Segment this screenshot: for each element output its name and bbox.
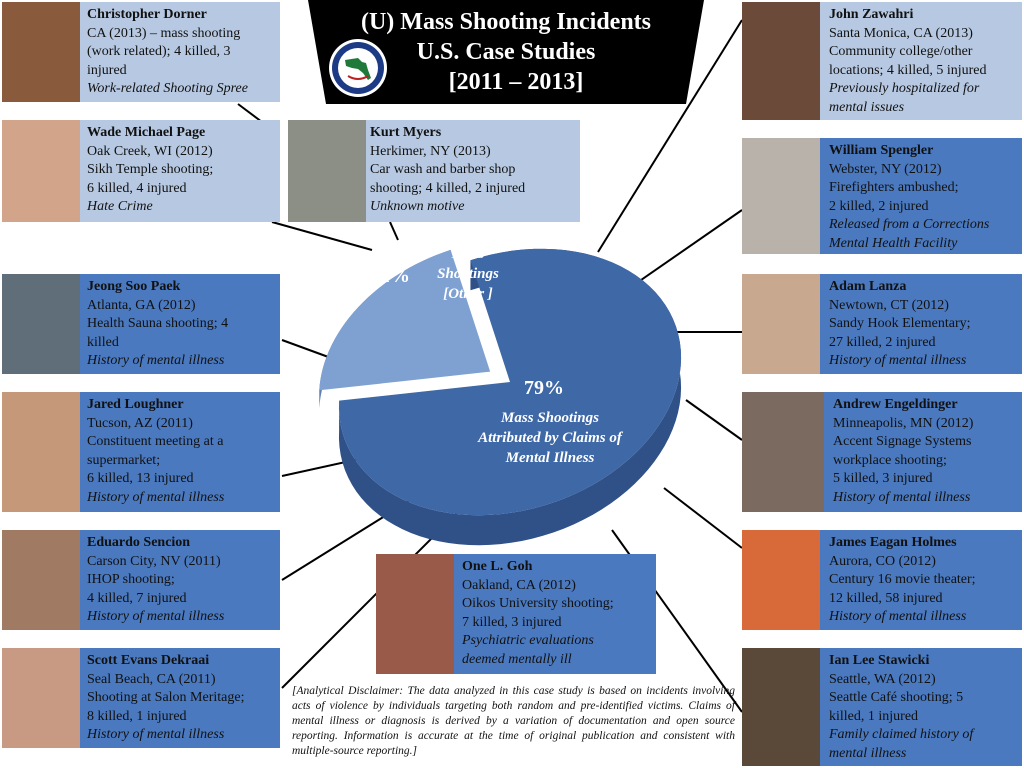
case-name: William Spengler <box>829 143 934 158</box>
case-name: James Eagan Holmes <box>829 535 957 550</box>
case-note: mental illness <box>829 745 907 761</box>
case-detail: Community college/other <box>829 44 973 59</box>
case-detail: Herkimer, NY (2013) <box>370 143 491 159</box>
case-detail: Atlanta, GA (2012) <box>87 297 196 313</box>
title-line-1: (U) Mass Shooting Incidents <box>360 9 652 35</box>
connector-line <box>664 488 742 548</box>
case-detail: Seattle, WA (2012) <box>829 671 936 687</box>
case-detail: 27 killed, 2 injured <box>829 334 936 350</box>
portrait-photo <box>376 554 454 674</box>
case-detail: 6 killed, 13 injured <box>87 471 194 486</box>
portrait-photo <box>2 648 80 748</box>
portrait-photo <box>742 274 820 374</box>
case-card-james-eagan-holmes <box>742 530 1022 630</box>
case-detail: IHOP shooting; <box>87 572 175 587</box>
pie-slice-label-main: Mass Shootings <box>501 410 599 426</box>
case-detail: supermarket; <box>87 452 161 468</box>
case-note: History of mental illness <box>87 353 225 368</box>
case-note: Previously hospitalized for <box>829 81 980 96</box>
portrait-photo <box>2 120 80 222</box>
case-note: History of mental illness <box>87 609 225 624</box>
case-card-christopher-dorner <box>2 2 280 102</box>
portrait-photo <box>2 392 80 512</box>
portrait-photo <box>2 530 80 630</box>
case-note: Hate Crime <box>87 199 153 214</box>
case-name: Eduardo Sencion <box>87 535 191 550</box>
case-card-william-spengler <box>742 138 1022 254</box>
connector-line <box>390 222 398 240</box>
case-detail: killed, 1 injured <box>829 708 919 724</box>
portrait-photo <box>742 648 820 766</box>
case-detail: Oikos University shooting; <box>462 596 614 611</box>
title-line-3: [2011 – 2013] <box>448 69 584 95</box>
case-detail: Webster, NY (2012) <box>829 161 942 177</box>
connector-line <box>272 222 372 250</box>
case-detail: injured <box>87 62 127 78</box>
case-detail: Aurora, CO (2012) <box>829 553 936 569</box>
case-detail: 12 killed, 58 injured <box>829 590 943 606</box>
case-card-andrew-engeldinger <box>742 392 1022 512</box>
portrait-photo <box>2 2 80 102</box>
case-name: Andrew Engeldinger <box>833 397 958 412</box>
case-detail: 5 killed, 3 injured <box>833 471 933 486</box>
case-note: Psychiatric evaluations <box>462 633 594 648</box>
case-name: Jared Loughner <box>87 397 184 412</box>
case-note: deemed mentally ill <box>462 651 572 667</box>
pie-value-label-main: 79% <box>524 377 564 399</box>
case-card-john-zawahri <box>742 2 1022 120</box>
portrait-photo <box>2 274 80 374</box>
case-note: Work-related Shooting Spree <box>87 81 248 96</box>
case-card-kurt-myers <box>288 120 580 222</box>
case-detail: Newtown, CT (2012) <box>829 297 949 313</box>
pie-value-label-other: 21% <box>370 265 410 287</box>
case-detail: Shooting at Salon Meritage; <box>87 690 245 705</box>
analytical-disclaimer: [Analytical Disclaimer: The data analyzed in this case study is based on incidents involving acts of violence by individuals targeting both random and pre-identified victims. Claims of mental illness or diagnosis is derived by a variation of documentation and open source reporting. Information is accurate at the time of original publication and consistent with multiple-source reporting.] <box>292 685 735 757</box>
case-name: John Zawahri <box>829 7 914 22</box>
case-detail: locations; 4 killed, 5 injured <box>829 62 987 78</box>
case-detail: 2 killed, 2 injured <box>829 198 929 214</box>
case-detail: workplace shooting; <box>833 452 947 468</box>
case-detail: Oakland, CA (2012) <box>462 577 576 593</box>
case-note: Released from a Corrections <box>829 217 990 232</box>
portrait-photo <box>288 120 366 222</box>
case-name: Wade Michael Page <box>87 125 206 140</box>
case-name: Ian Lee Stawicki <box>829 653 930 668</box>
pie-slice-label-other: [Other ] <box>443 286 493 302</box>
case-card-wade-michael-page <box>2 120 280 222</box>
case-detail: Seal Beach, CA (2011) <box>87 671 216 687</box>
case-card-one-l-goh <box>376 554 656 674</box>
pie-slice-label-main: Mental Illness <box>505 450 595 466</box>
case-detail: Santa Monica, CA (2013) <box>829 25 973 41</box>
portrait-photo <box>742 138 820 254</box>
connector-line <box>686 400 742 440</box>
case-name: One L. Goh <box>462 559 533 574</box>
case-card-ian-lee-stawicki <box>742 648 1022 766</box>
case-detail: 4 killed, 7 injured <box>87 590 187 606</box>
case-detail: Minneapolis, MN (2012) <box>833 415 974 431</box>
case-detail: Century 16 movie theater; <box>829 572 976 587</box>
portrait-photo <box>742 392 824 512</box>
case-detail: Sandy Hook Elementary; <box>829 316 971 331</box>
case-note: History of mental illness <box>829 353 967 368</box>
pie-slice-label-other: Mass <box>451 246 485 262</box>
agency-seal-icon <box>328 38 388 98</box>
case-note: Mental Health Facility <box>829 235 958 251</box>
case-detail: shooting; 4 killed, 2 injured <box>370 180 526 196</box>
title-line-2: U.S. Case Studies <box>416 39 596 65</box>
case-name: Kurt Myers <box>370 125 442 140</box>
case-detail: Sikh Temple shooting; <box>87 162 214 177</box>
case-detail: 8 killed, 1 injured <box>87 708 187 724</box>
case-card-jeong-soo-paek <box>2 274 280 374</box>
case-note: History of mental illness <box>829 609 967 624</box>
case-card-adam-lanza <box>742 274 1022 374</box>
case-detail: killed <box>87 334 119 350</box>
case-detail: Seattle Café shooting; 5 <box>829 690 964 705</box>
case-detail: Health Sauna shooting; 4 <box>87 316 229 331</box>
case-detail: 6 killed, 4 injured <box>87 180 187 196</box>
case-note: History of mental illness <box>87 727 225 742</box>
case-card-eduardo-sencion <box>2 530 280 630</box>
case-detail: Car wash and barber shop <box>370 162 516 177</box>
case-detail: Tucson, AZ (2011) <box>87 415 193 431</box>
case-name: Scott Evans Dekraai <box>87 653 210 668</box>
case-note: Family claimed history of <box>829 727 974 742</box>
case-detail: Oak Creek, WI (2012) <box>87 143 213 159</box>
portrait-photo <box>742 2 820 120</box>
case-detail: Carson City, NV (2011) <box>87 553 221 569</box>
case-card-scott-evans-dekraai <box>2 648 280 748</box>
case-detail: Constituent meeting at a <box>87 434 224 449</box>
portrait-photo <box>742 530 820 630</box>
case-detail: (work related); 4 killed, 3 <box>87 44 231 59</box>
case-note: mental issues <box>829 99 905 115</box>
case-card-jared-loughner <box>2 392 280 512</box>
case-detail: 7 killed, 3 injured <box>462 614 562 630</box>
case-name: Jeong Soo Paek <box>87 279 181 294</box>
case-note: History of mental illness <box>87 489 225 505</box>
case-detail: CA (2013) – mass shooting <box>87 25 241 41</box>
case-name: Adam Lanza <box>829 279 907 294</box>
case-detail: Accent Signage Systems <box>833 434 972 449</box>
case-name: Christopher Dorner <box>87 7 207 22</box>
case-detail: Firefighters ambushed; <box>829 180 959 195</box>
case-note: History of mental illness <box>833 489 971 505</box>
pie-slice-label-other: Shootings <box>437 266 499 282</box>
pie-slice-label-main: Attributed by Claims of <box>478 430 622 446</box>
case-note: Unknown motive <box>370 199 465 214</box>
